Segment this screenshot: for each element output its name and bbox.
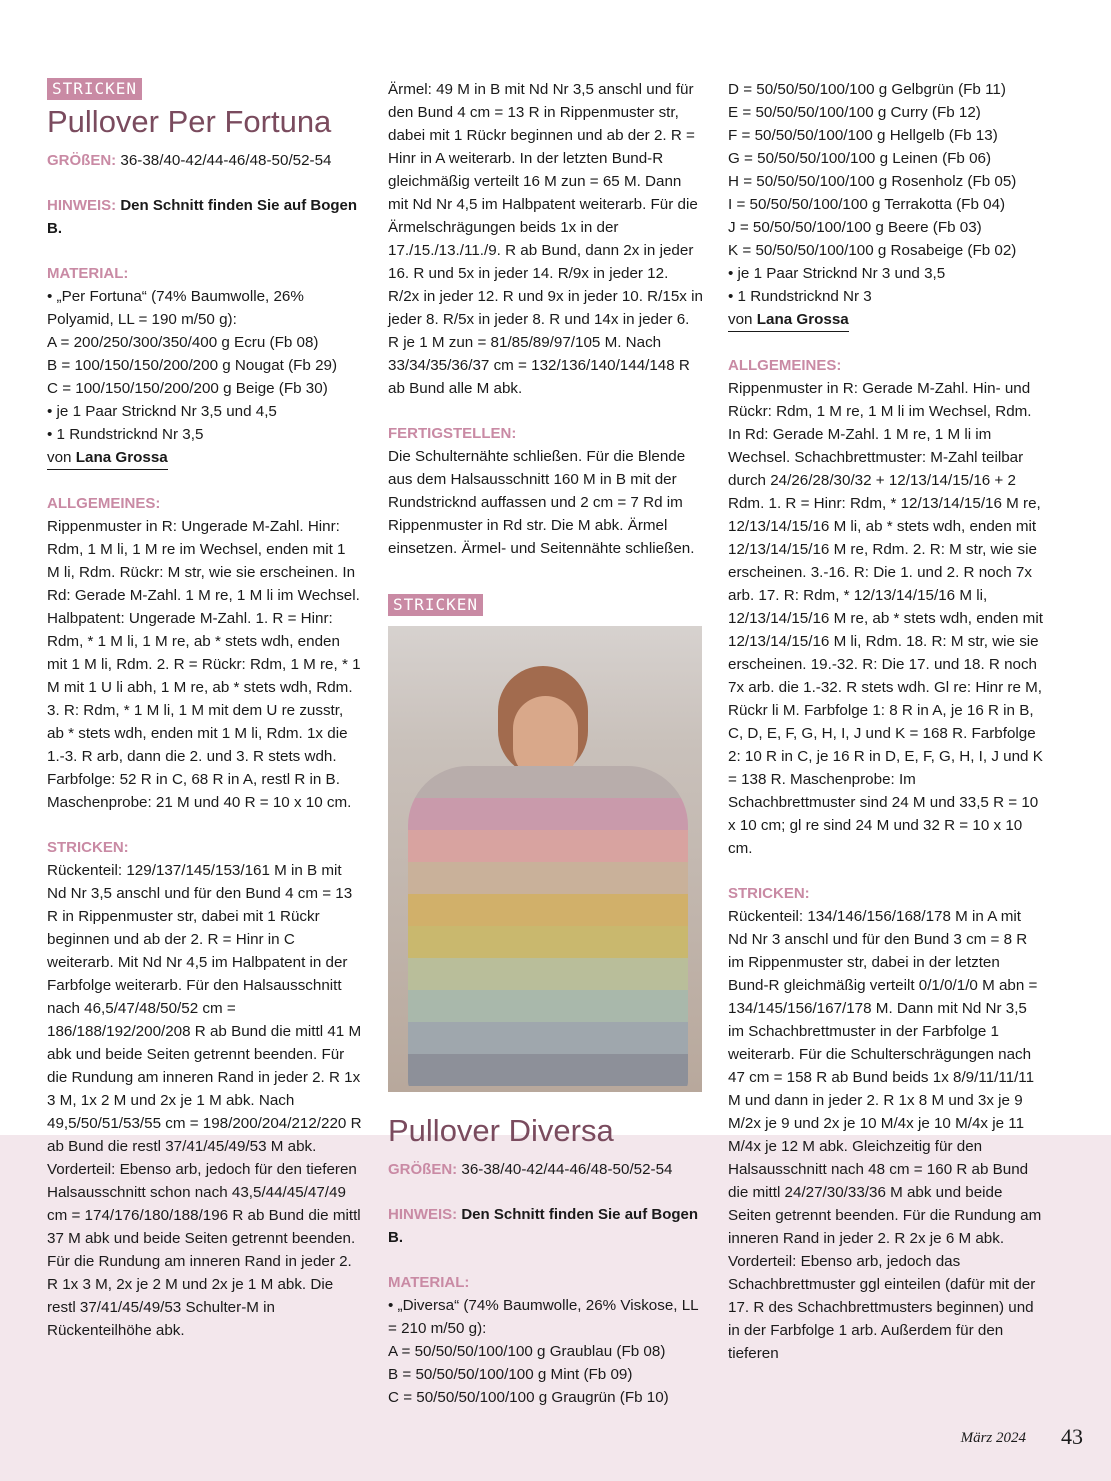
material-item: B = 50/50/50/100/100 g Mint (Fb 09) bbox=[388, 1366, 633, 1383]
material-item: E = 50/50/50/100/100 g Curry (Fb 12) bbox=[728, 104, 981, 121]
sweater-stripe bbox=[408, 958, 688, 990]
material-item: A = 200/250/300/350/400 g Ecru (Fb 08) bbox=[47, 334, 319, 351]
sweater-stripe bbox=[408, 1054, 688, 1086]
page-number: 43 bbox=[1061, 1424, 1083, 1449]
hint-block bbox=[388, 1203, 703, 1249]
pattern-title: Pullover Per Fortuna bbox=[47, 104, 332, 139]
brand-name: Lana Grossa bbox=[756, 311, 849, 328]
sizes-value: 36-38/40-42/44-46/48-50/52-54 bbox=[461, 1161, 673, 1178]
material-item: B = 100/150/150/200/200 g Nougat (Fb 29) bbox=[47, 357, 338, 374]
material-item: • 1 Rundstricknd Nr 3 bbox=[728, 288, 872, 305]
sweater-stripe bbox=[408, 830, 688, 862]
left-column bbox=[47, 78, 362, 1342]
general-label: ALLGEMEINES: bbox=[47, 495, 161, 512]
von-label: von bbox=[47, 449, 72, 466]
finishing-label: FERTIGSTELLEN: bbox=[388, 425, 517, 442]
hint-label: HINWEIS: bbox=[47, 197, 117, 214]
von-label: von bbox=[728, 311, 753, 328]
section-tag: STRICKEN bbox=[388, 594, 483, 616]
section-tag: STRICKEN bbox=[47, 78, 142, 100]
knitting-label: STRICKEN: bbox=[47, 839, 129, 856]
material-list bbox=[47, 285, 362, 470]
sweater-stripe bbox=[408, 766, 688, 798]
knitting-label: STRICKEN: bbox=[728, 885, 810, 902]
general-label: ALLGEMEINES: bbox=[728, 357, 842, 374]
striped-sweater bbox=[408, 766, 688, 1092]
material-item: H = 50/50/50/100/100 g Rosenholz (Fb 05) bbox=[728, 173, 1017, 190]
material-item: • je 1 Paar Stricknd Nr 3,5 und 4,5 bbox=[47, 403, 277, 420]
sweater-stripe bbox=[408, 1022, 688, 1054]
material-item: J = 50/50/50/100/100 g Beere (Fb 03) bbox=[728, 219, 982, 236]
sweater-photo bbox=[388, 626, 702, 1092]
general-text: Rippenmuster in R: Gerade M-Zahl. Hin- und Rückr: Rdm, 1 M re, 1 M li im Wechsel, Rdm. In Rd: Gerade M-Zahl. 1 M re, 1 M li im Wechsel. Schachbrettmuster: M-Zahl teilbar durch 24/26/28/30/32 + 12/13/14/15/16 + 2 Rdm. 1. R = Hinr: Rdm, * 12/13/14/15/16 M re, 12/13/14/15/16 M li, ab * stets wdh, enden mit 12/13/14/15/16 M re, Rdm. 2. R: M str, wie sie erscheinen. 3.-16. R: Die 1. und 2. R noch 7x arb. 17. R: Rdm, * 12/13/14/15/16 M li, 12/13/14/15/16 M re, ab * stets wdh, enden mit 12/13/14/15/16 M li, Rdm. 18. R: M str, wie sie erscheinen. 19.-32. R: Die 17. und 18. R noch 7x arb. die 1.-32. R stets wdh. Gl re: Hinr re M, Rückr li M. Farbfolge 1: 8 R in A, je 16 R in B, C, D, E, F, G, H, I, J und K = 168 R. Farbfolge 2: 10 R in C, je 16 R in D, E, F, G, H, I, J und K = 138 R. Maschenprobe: Im Schachbrettmuster sind 24 M und 33,5 R = 10 x 10 cm; gl re sind 24 M und 32 R = 10 x 10 cm. bbox=[728, 380, 1043, 857]
material-item: F = 50/50/50/100/100 g Hellgelb (Fb 13) bbox=[728, 127, 998, 144]
middle-column bbox=[388, 78, 703, 617]
material-item: • „Per Fortuna“ (74% Baumwolle, 26% Polyamid, LL = 190 m/50 g): bbox=[47, 288, 304, 328]
sizes-value: 36-38/40-42/44-46/48-50/52-54 bbox=[120, 152, 332, 169]
middle-lower bbox=[388, 1110, 703, 1409]
material-item: D = 50/50/50/100/100 g Gelbgrün (Fb 11) bbox=[728, 81, 1006, 98]
material-item: • „Diversa“ (74% Baumwolle, 26% Viskose, LL = 210 m/50 g): bbox=[388, 1297, 699, 1337]
hint-label: HINWEIS: bbox=[388, 1206, 458, 1223]
material-item: K = 50/50/50/100/100 g Rosabeige (Fb 02) bbox=[728, 242, 1017, 259]
material-item: • je 1 Paar Stricknd Nr 3 und 3,5 bbox=[728, 265, 946, 282]
general-text: Rippenmuster in R: Ungerade M-Zahl. Hinr: Rdm, 1 M li, 1 M re im Wechsel, enden mit 1 M li, Rdm. Rückr: M str, wie sie erscheinen. In Rd: Gerade M-Zahl. 1 M re, 1 M li im Wechsel. Halbpatent: Ungerade M-Zahl. 1. R = Hinr: Rdm, * 1 M li, 1 M re, ab * stets wdh, enden mit 1 M li, Rdm. 2. R = Rückr: Rdm, 1 M re, * 1 M mit 1 U li abh, 1 M re, ab * stets wdh, Rdm. 3. R: Rdm, * 1 M li, 1 M mit dem U re zusstr, ab * stets wdh, enden mit 1 M li, Rdm. 1x die 1.-3. R arb, dann die 2. und 3. R stets wdh. Farbfolge: 52 R in C, 68 R in A, restl R in B. Maschenprobe: 21 M und 40 R = 10 x 10 cm. bbox=[47, 518, 361, 811]
material-label: MATERIAL: bbox=[47, 265, 129, 282]
issue-date: März 2024 bbox=[960, 1430, 1026, 1446]
knitting-text: Rückenteil: 134/146/156/168/178 M in A mit Nd Nr 3 anschl und für den Bund 3 cm = 8 R im Rippenmuster str, dabei in der letzten Bund-R gleichmäßig verteilt 0/1/0/1/0 M abn = 134/145/156/167/178 M. Dann mit Nd Nr 3,5 im Schachbrettmuster in der Farbfolge 1 weiterarb. Für die Schulterschrägungen nach 47 cm = 158 R ab Bund beids 1x 8/9/11/11/11 M und dann in jeder 2. R 1x 8 M und 3x je 9 M/2x je 9 und 2x je 10 M/4x je 10 M/4x je 11 M/4x je 12 M abk. Gleichzeitig für den Halsausschnitt nach 48 cm = 160 R ab Bund die mittl 24/27/30/33/36 M abk und beide Seiten getrennt beenden. Für die Rundung am inneren Rand in jeder 2. R 2x je 6 M abk. Vorderteil: Ebenso arb, jedoch das Schachbrettmuster ggl einteilen (dafür mit der 17. R des Schachbrettmusters beginnen) und in der Farbfolge 1 arb. Außerdem für den tieferen bbox=[728, 908, 1042, 1362]
hint-text: Den Schnitt finden Sie auf Bogen B. bbox=[47, 197, 358, 237]
sizes-label: GRÖßEN: bbox=[47, 152, 117, 169]
material-item: C = 50/50/50/100/100 g Graugrün (Fb 10) bbox=[388, 1389, 669, 1406]
material-item: A = 50/50/50/100/100 g Graublau (Fb 08) bbox=[388, 1343, 666, 1360]
sweater-stripe bbox=[408, 894, 688, 926]
sweater-stripe bbox=[408, 926, 688, 958]
knitting-text: Rückenteil: 129/137/145/153/161 M in B mit Nd Nr 3,5 anschl und für den Bund 4 cm = 13 R in Rippenmuster str, dabei mit 1 Rückr beginnen und ab der 2. R = Hinr in C weiterarb. Mit Nd Nr 4,5 im Halbpatent in der Farbfolge weiterarb. Für den Halsausschnitt nach 46,5/47/48/50/52 cm = 186/188/192/200/208 R ab Bund die mittl 41 M abk und beide Seiten getrennt beenden. Für die Rundung am inneren Rand in jeder 2. R 1x 3 M, 1x 2 M und 2x je 1 M abk. Nach 49,5/50/51/53/55 cm = 198/200/204/212/220 R ab Bund die restl 37/41/45/49/53 M abk. Vorderteil: Ebenso arb, jedoch für den tieferen Halsausschnitt schon nach 43,5/44/45/47/49 cm = 174/176/180/188/196 R ab Bund die mittl 37 M abk und beide Seiten getrennt beenden. Für die Rundung am inneren Rand in jeder 2. R 1x 3 M, 2x je 2 M und 2x je 1 M abk. Die restl 37/41/45/49/53 Schulter-M in Rückenteilhöhe abk. bbox=[47, 862, 362, 1339]
hint-block bbox=[47, 194, 362, 240]
sweater-stripe bbox=[408, 798, 688, 830]
right-column bbox=[728, 78, 1044, 1365]
material-item: C = 100/150/150/200/200 g Beige (Fb 30) bbox=[47, 380, 328, 397]
brand-name: Lana Grossa bbox=[75, 449, 168, 466]
pattern-title: Pullover Diversa bbox=[388, 1113, 614, 1148]
material-item: I = 50/50/50/100/100 g Terrakotta (Fb 04) bbox=[728, 196, 1006, 213]
finishing-text: Die Schulternähte schließen. Für die Blende aus dem Halsausschnitt 160 M in B mit der Rundstricknd auffassen und 2 cm = 7 Rd im Rippenmuster in Rd str. Die M abk. Ärmel einsetzen. Ärmel- und Seitennähte schließen. bbox=[388, 448, 695, 557]
sleeve-text: Ärmel: 49 M in B mit Nd Nr 3,5 anschl und für den Bund 4 cm = 13 R in Rippenmuster str, dabei mit 1 Rückr beginnen und ab der 2. R = Hinr in A weiterarb. In der letzten Bund-R gleichmäßig verteilt 16 M zun = 65 M. Dann mit Nd Nr 4,5 im Halbpatent weiterarb. Für die Ärmelschrägungen beids 1x in der 17./15./13./11./9. R ab Bund, dann 2x in jeder 16. R und 5x in jeder 14. R/9x in jeder 12. R/2x in jeder 12. R und 9x in jeder 10. R/15x in jeder 8. R/5x in jeder 8. R und 14x in jeder 6. R je 1 M zun = 81/85/89/97/105 M. Nach 33/34/35/36/37 cm = 132/136/140/144/148 R ab Bund alle M abk. bbox=[388, 81, 703, 397]
sizes-label: GRÖßEN: bbox=[388, 1161, 458, 1178]
material-item: • 1 Rundstricknd Nr 3,5 bbox=[47, 426, 204, 443]
sweater-stripe bbox=[408, 862, 688, 894]
hint-text: Den Schnitt finden Sie auf Bogen B. bbox=[388, 1206, 699, 1246]
material-label: MATERIAL: bbox=[388, 1274, 470, 1291]
material-item: G = 50/50/50/100/100 g Leinen (Fb 06) bbox=[728, 150, 992, 167]
sweater-stripe bbox=[408, 990, 688, 1022]
